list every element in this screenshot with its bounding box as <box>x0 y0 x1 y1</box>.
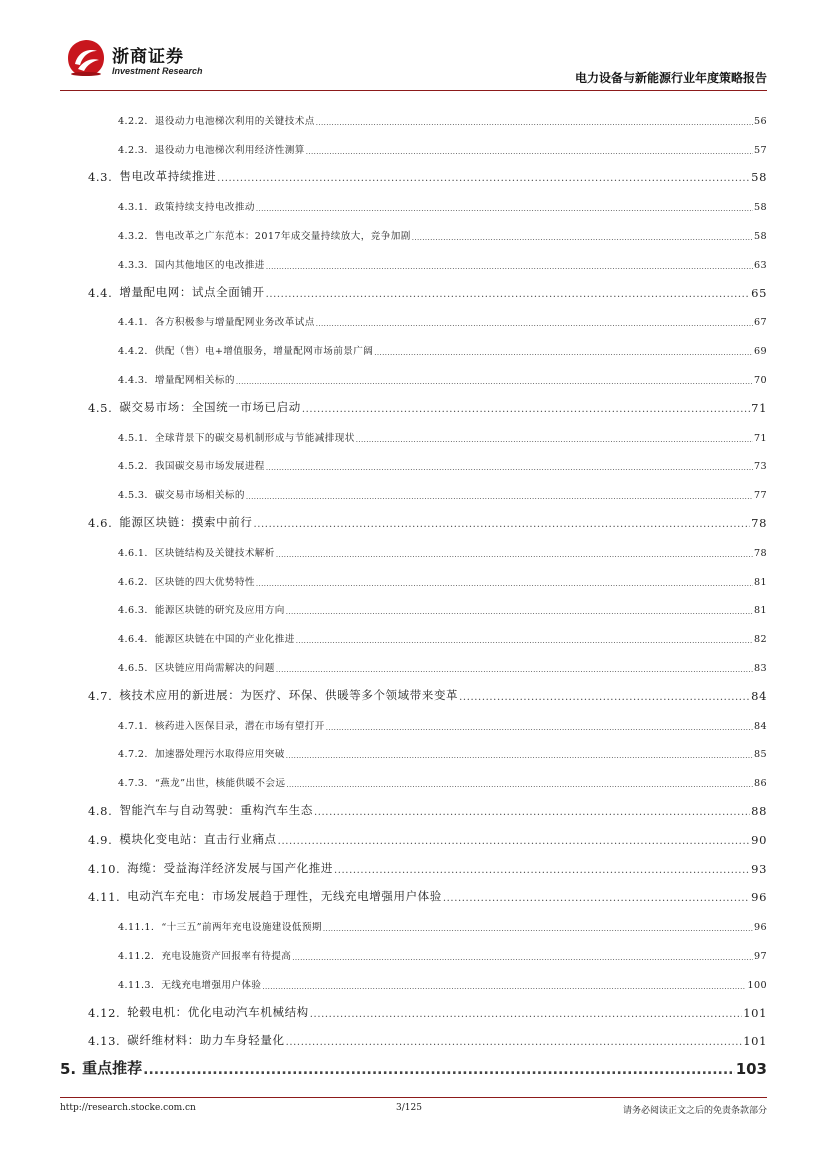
toc-entry-page: 101 <box>743 1005 767 1020</box>
toc-entry-title: 各方积极参与增量配网业务改革试点 <box>154 317 315 329</box>
toc-dot-leader <box>276 551 753 559</box>
toc-dot-leader <box>286 608 753 616</box>
toc-dot-leader <box>296 637 753 645</box>
toc-entry[interactable] <box>60 184 767 213</box>
toc-entry-number: 4.6.4. <box>118 634 148 646</box>
toc-dot-leader <box>316 320 753 328</box>
toc-entry-title: 模块化变电站：直击行业痛点 <box>119 831 277 846</box>
toc-entry-number: 4.7.1. <box>118 720 148 732</box>
toc-entry[interactable] <box>60 242 767 271</box>
toc-entry-page: 69 <box>753 346 767 358</box>
toc-entry[interactable] <box>60 732 767 761</box>
toc-entry-page: 73 <box>753 461 767 473</box>
toc-entry-number: 4.2.2. <box>118 115 148 127</box>
toc-entry[interactable] <box>60 386 767 415</box>
toc-entry[interactable] <box>60 674 767 703</box>
toc-dot-leader <box>443 893 750 904</box>
toc-entry-number: 4.3. <box>88 170 113 185</box>
toc-entry[interactable] <box>60 415 767 444</box>
toc-entry-title: 加速器处理污水取得应用突破 <box>154 749 285 761</box>
toc-entry-number: 4.5.2. <box>118 461 148 473</box>
toc-entry-number: 4.4.2. <box>118 346 148 358</box>
toc-entry-page: 58 <box>753 202 767 214</box>
toc-entry-page: 67 <box>753 317 767 329</box>
toc-entry[interactable] <box>60 213 767 242</box>
toc-entry-title: 无线充电增强用户体验 <box>161 979 262 991</box>
toc-entry-number: 4.6.5. <box>118 662 148 674</box>
toc-entry-page: 78 <box>753 547 767 559</box>
toc-entry[interactable] <box>60 472 767 501</box>
toc-entry-title: 区块链应用尚需解决的问题 <box>154 662 275 674</box>
toc-dot-leader <box>326 724 753 732</box>
toc-entry-title: 能源区块链在中国的产业化推进 <box>154 634 295 646</box>
toc-dot-leader <box>266 289 751 300</box>
toc-dot-leader <box>334 865 750 876</box>
toc-entry[interactable] <box>60 789 767 818</box>
toc-entry-title: 售电改革之广东范本：2017年成交量持续放大，竞争加剧 <box>154 230 411 242</box>
toc-entry[interactable] <box>60 703 767 732</box>
toc-entry[interactable] <box>60 357 767 386</box>
toc-entry[interactable] <box>60 1048 767 1078</box>
toc-dot-leader <box>262 983 746 991</box>
toc-entry-title: 政策持续支持电改推动 <box>154 202 255 214</box>
toc-entry[interactable] <box>60 818 767 847</box>
toc-entry-number: 4.11. <box>88 890 121 905</box>
toc-entry-number: 4.7. <box>88 688 113 703</box>
toc-entry-title: 电动汽车充电：市场发展趋于理性，无线充电增强用户体验 <box>127 889 442 904</box>
toc-dot-leader <box>356 436 753 444</box>
toc-entry-page: 96 <box>753 922 767 934</box>
toc-entry-number: 4.9. <box>88 832 113 847</box>
report-title: 电力设备与新能源行业年度策略报告 <box>574 71 767 85</box>
toc-entry-number: 4.4.1. <box>118 317 148 329</box>
toc-entry-page: 57 <box>753 144 767 156</box>
toc-dot-leader <box>266 464 753 472</box>
toc-entry[interactable] <box>60 559 767 588</box>
toc-entry-page: 84 <box>751 688 767 703</box>
toc-entry-number: 4.11.3. <box>118 979 155 991</box>
toc-entry-number: 4.4.3. <box>118 374 148 386</box>
toc-dot-leader <box>412 234 753 242</box>
toc-entry-page: 71 <box>753 432 767 444</box>
header-divider <box>60 90 767 91</box>
toc-entry-title: 核药进入医保目录，潜在市场有望打开 <box>154 720 325 732</box>
toc-entry-number: 4.6.2. <box>118 576 148 588</box>
toc-entry-title: 核技术应用的新进展：为医疗、环保、供暖等多个领域带来变革 <box>119 687 459 702</box>
toc-entry-page: 71 <box>751 400 767 415</box>
toc-entry-number: 4.13. <box>88 1034 121 1049</box>
toc-entry-title: 碳交易市场：全国统一市场已启动 <box>119 399 301 414</box>
toc-entry-title: 增量配网相关标的 <box>154 374 235 386</box>
brand-name-cn: 浙商证券 <box>112 47 184 67</box>
toc-entry-title: 供配（售）电+增值服务，增量配网市场前景广阔 <box>154 346 374 358</box>
toc-dot-leader <box>323 925 753 933</box>
toc-entry-page: 77 <box>753 490 767 502</box>
toc-dot-leader <box>286 781 753 789</box>
toc-dot-leader <box>374 349 753 357</box>
toc-dot-leader <box>217 173 750 184</box>
toc-dot-leader <box>302 404 750 415</box>
toc-dot-leader <box>314 807 750 818</box>
toc-entry-number: 5. <box>60 1060 77 1079</box>
toc-entry-title: 增量配电网：试点全面铺开 <box>119 284 265 299</box>
toc-dot-leader <box>286 1037 743 1048</box>
toc-dot-leader <box>253 519 750 530</box>
toc-entry-title: 轮毂电机：优化电动汽车机械结构 <box>127 1004 309 1019</box>
toc-entry-title: 区块链结构及关键技术解析 <box>154 547 275 559</box>
toc-entry-number: 4.11.2. <box>118 950 155 962</box>
toc-entry[interactable] <box>60 847 767 876</box>
footer-url[interactable]: http://research.stocke.com.cn <box>60 1103 196 1113</box>
toc-entry-number: 4.2.3. <box>118 144 148 156</box>
toc-entry[interactable] <box>60 933 767 962</box>
toc-entry[interactable] <box>60 1020 767 1049</box>
toc-entry-page: 97 <box>753 950 767 962</box>
toc-entry-title: 退役动力电池梯次利用经济性测算 <box>154 144 305 156</box>
toc-entry[interactable] <box>60 876 767 905</box>
toc-dot-leader <box>246 493 753 501</box>
toc-entry[interactable] <box>60 616 767 645</box>
toc-entry-number: 4.5.3. <box>118 490 148 502</box>
toc-entry-page: 56 <box>753 115 767 127</box>
toc-entry[interactable] <box>60 760 767 789</box>
toc-entry-page: 83 <box>753 662 767 674</box>
toc-dot-leader <box>278 836 750 847</box>
toc-entry-title: 国内其他地区的电改推进 <box>154 259 265 271</box>
toc-entry-page: 101 <box>743 1034 767 1049</box>
toc-dot-leader <box>266 263 753 271</box>
toc-entry-page: 81 <box>753 605 767 617</box>
toc-entry-number: 4.3.2. <box>118 230 148 242</box>
toc-dot-leader <box>459 692 750 703</box>
toc-entry-page: 78 <box>751 515 767 530</box>
toc-entry[interactable] <box>60 588 767 617</box>
toc-entry-title: 海缆：受益海洋经济发展与国产化推进 <box>127 860 333 875</box>
toc-entry[interactable] <box>60 127 767 156</box>
toc-entry-page: 58 <box>753 230 767 242</box>
toc-entry-page: 96 <box>751 890 767 905</box>
toc-dot-leader <box>316 119 753 127</box>
toc-dot-leader <box>310 1009 742 1020</box>
toc-entry-page: 93 <box>751 861 767 876</box>
table-of-contents <box>60 98 767 1078</box>
page-number: 3/125 <box>396 1103 422 1113</box>
toc-entry[interactable] <box>60 645 767 674</box>
toc-entry-page: 70 <box>753 374 767 386</box>
toc-entry-page: 88 <box>751 803 767 818</box>
toc-entry-page: 85 <box>753 749 767 761</box>
footer-disclaimer: 请务必阅读正文之后的免责条款部分 <box>622 1106 767 1116</box>
toc-entry-title: 智能汽车与自动驾驶：重构汽车生态 <box>119 802 313 817</box>
zheshang-logo-icon <box>66 38 106 78</box>
toc-entry-number: 4.6.3. <box>118 605 148 617</box>
toc-entry[interactable] <box>60 904 767 933</box>
toc-dot-leader <box>286 752 753 760</box>
toc-entry-page: 84 <box>753 720 767 732</box>
toc-dot-leader <box>292 954 753 962</box>
toc-entry[interactable] <box>60 444 767 473</box>
toc-dot-leader <box>236 378 753 386</box>
toc-entry[interactable] <box>60 962 767 991</box>
toc-entry[interactable] <box>60 98 767 127</box>
toc-entry-title: 充电设施资产回报率有待提高 <box>161 950 292 962</box>
toc-entry[interactable] <box>60 271 767 300</box>
toc-entry-page: 86 <box>753 778 767 790</box>
toc-entry-title: 碳纤维材料：助力车身轻量化 <box>127 1033 285 1048</box>
toc-entry-page: 65 <box>751 285 767 300</box>
toc-entry-title: 售电改革持续推进 <box>119 169 217 184</box>
toc-entry-page: 58 <box>751 170 767 185</box>
toc-entry-title: 能源区块链：摸索中前行 <box>119 514 253 529</box>
toc-entry-page: 81 <box>753 576 767 588</box>
footer-divider <box>60 1097 767 1098</box>
toc-entry-page: 82 <box>753 634 767 646</box>
toc-entry-number: 4.3.1. <box>118 202 148 214</box>
toc-entry-title: 重点推荐 <box>82 1059 143 1078</box>
toc-entry-number: 4.8. <box>88 803 113 818</box>
toc-entry-title: “十三五”前两年充电设施建设低预期 <box>161 922 322 934</box>
toc-entry-number: 4.3.3. <box>118 259 148 271</box>
toc-entry-title: 碳交易市场相关标的 <box>154 490 245 502</box>
toc-entry-title: 区块链的四大优势特性 <box>154 576 255 588</box>
toc-entry-number: 4.6.1. <box>118 547 148 559</box>
toc-entry-number: 4.6. <box>88 515 113 530</box>
toc-entry[interactable] <box>60 991 767 1020</box>
toc-entry-number: 4.12. <box>88 1005 121 1020</box>
toc-entry[interactable] <box>60 328 767 357</box>
toc-entry[interactable] <box>60 530 767 559</box>
toc-entry-page: 103 <box>735 1060 767 1079</box>
brand-name-en: Investment Research <box>112 66 203 76</box>
toc-entry-number: 4.4. <box>88 285 113 300</box>
toc-entry-title: 能源区块链的研究及应用方向 <box>154 605 285 617</box>
toc-dot-leader <box>306 148 753 156</box>
toc-entry-number: 4.11.1. <box>118 922 155 934</box>
toc-entry-number: 4.7.2. <box>118 749 148 761</box>
toc-entry-title: 我国碳交易市场发展进程 <box>154 461 265 473</box>
toc-entry-number: 4.5.1. <box>118 432 148 444</box>
toc-entry-title: “燕龙”出世，核能供暖不会远 <box>154 778 286 790</box>
toc-entry[interactable] <box>60 156 767 185</box>
toc-entry-number: 4.7.3. <box>118 778 148 790</box>
toc-entry[interactable] <box>60 300 767 329</box>
toc-entry-title: 退役动力电池梯次利用的关键技术点 <box>154 115 315 127</box>
toc-entry-title: 全球背景下的碳交易机制形成与节能减排现状 <box>154 432 355 444</box>
toc-entry-number: 4.5. <box>88 400 113 415</box>
toc-dot-leader <box>256 580 753 588</box>
toc-entry-page: 90 <box>751 832 767 847</box>
toc-dot-leader <box>256 205 753 213</box>
toc-dot-leader <box>276 666 753 674</box>
toc-entry[interactable] <box>60 501 767 530</box>
toc-entry-number: 4.10. <box>88 861 121 876</box>
toc-entry-page: 63 <box>753 259 767 271</box>
page-header <box>0 0 827 95</box>
toc-dot-leader <box>143 1062 735 1078</box>
toc-entry-page: 100 <box>747 979 767 991</box>
